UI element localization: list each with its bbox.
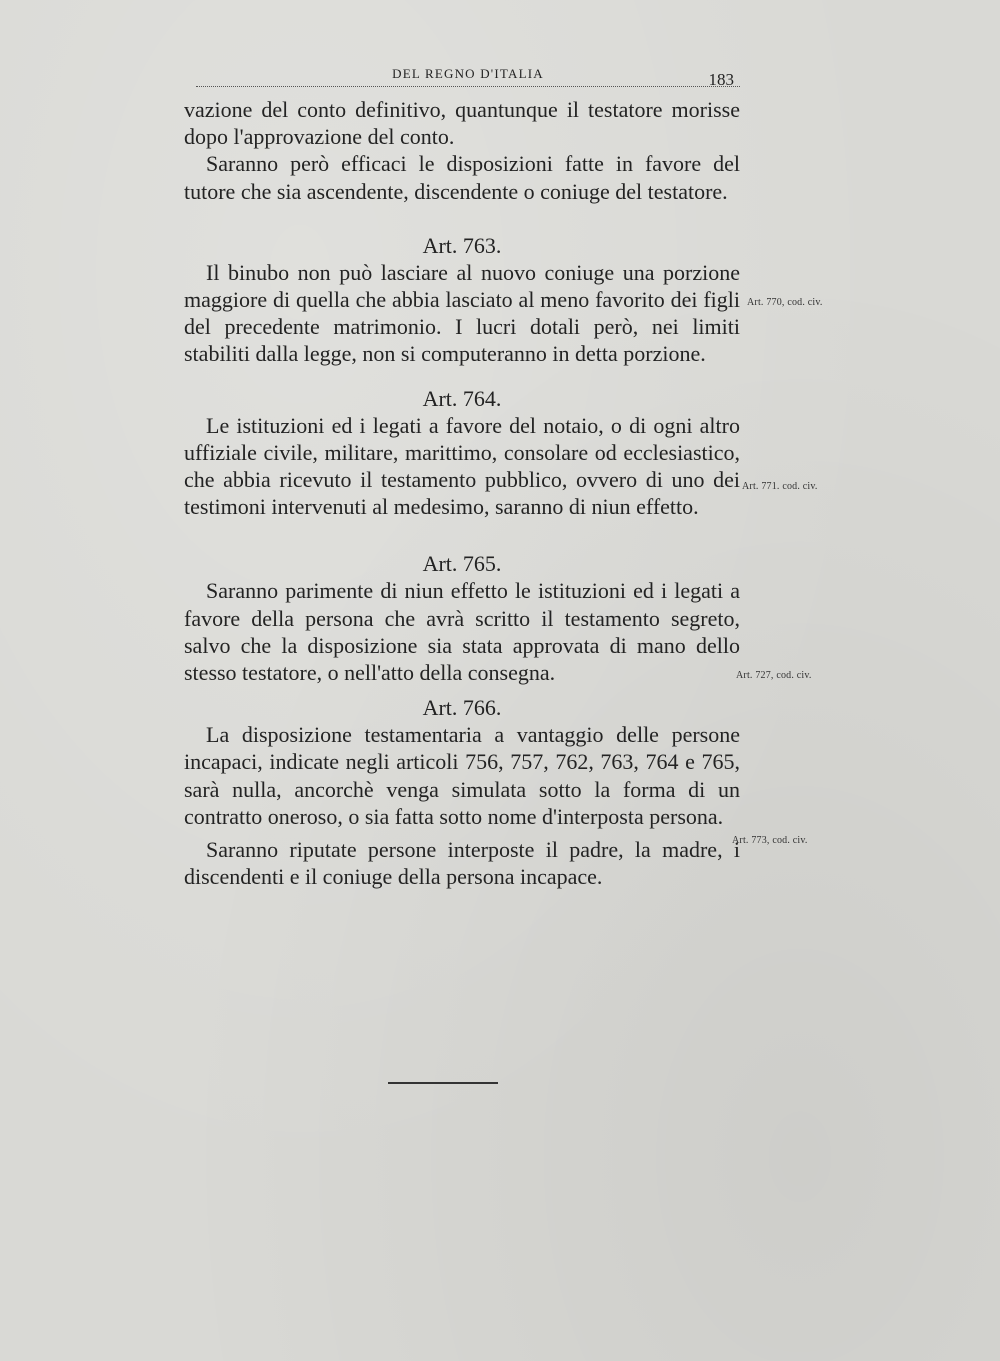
article-765-text: Saranno parimente di niun effetto le istituzioni ed i legati a favore della persona che avrà scritto il testamento segreto, salvo che la disposizione sia stata approvata di mano dello stesso testatore, o nell'atto della consegna. xyxy=(184,578,740,686)
article-766-text: La disposizione testamentaria a vantaggio delle persone incapaci, indicate negli articoli 756, 757, 762, 763, 764 e 765, sarà nulla, ancorchè venga simulata sotto la forma di un contratto oneroso, o sia fatta sotto nome d'interposta persona. xyxy=(184,722,740,829)
margin-note-art-766: Art. 773, cod. civ. xyxy=(732,835,808,846)
article-766-heading: Art. 766. xyxy=(422,695,502,721)
article-763-text: Il binubo non può lasciare al nuovo coniuge una porzione maggiore di quella che abbia lasciato al meno favorito dei figli del precedente matrimonio. I lucri dotali però, nei limiti stabiliti dalla legge, non si computeranno in detta porzione. xyxy=(184,259,740,367)
margin-note-art-764: Art. 771. cod. civ. xyxy=(742,481,818,492)
dotted-rule xyxy=(196,86,740,87)
article-766-text-interposte: Saranno riputate persone interposte il padre, la madre, i discendenti e il coniuge della persona incapace. xyxy=(184,837,740,890)
article-763-heading: Art. 763. xyxy=(422,232,502,258)
body-text xyxy=(184,96,740,890)
margin-note-art-763: Art. 770, cod. civ. xyxy=(747,297,823,308)
article-765-heading: Art. 765. xyxy=(422,551,502,577)
end-rule xyxy=(388,1082,498,1084)
article-764-heading: Art. 764. xyxy=(422,385,502,411)
paragraph-continuation: vazione del conto definitivo, quantunque il testatore morisse dopo l'approvazione del conto. xyxy=(184,97,740,150)
article-764-text: Le istituzioni ed i legati a favore del notaio, o di ogni altro uffiziale civile, militare, marittimo, consolare od ecclesiastico, che abbia ricevuto il testamento pubblico, ovvero di uno dei testimoni intervenuti al medesimo, saranno di niun effetto. xyxy=(184,412,740,520)
running-head xyxy=(196,62,740,96)
running-title: DEL REGNO D'ITALIA xyxy=(392,66,544,81)
paragraph-tutore: Saranno però efficaci le disposizioni fatte in favore del tutore che sia ascendente, discendente o coniuge del testatore. xyxy=(184,151,740,204)
page-number: 183 xyxy=(708,70,734,89)
margin-note-art-765: Art. 727, cod. civ. xyxy=(736,670,812,681)
